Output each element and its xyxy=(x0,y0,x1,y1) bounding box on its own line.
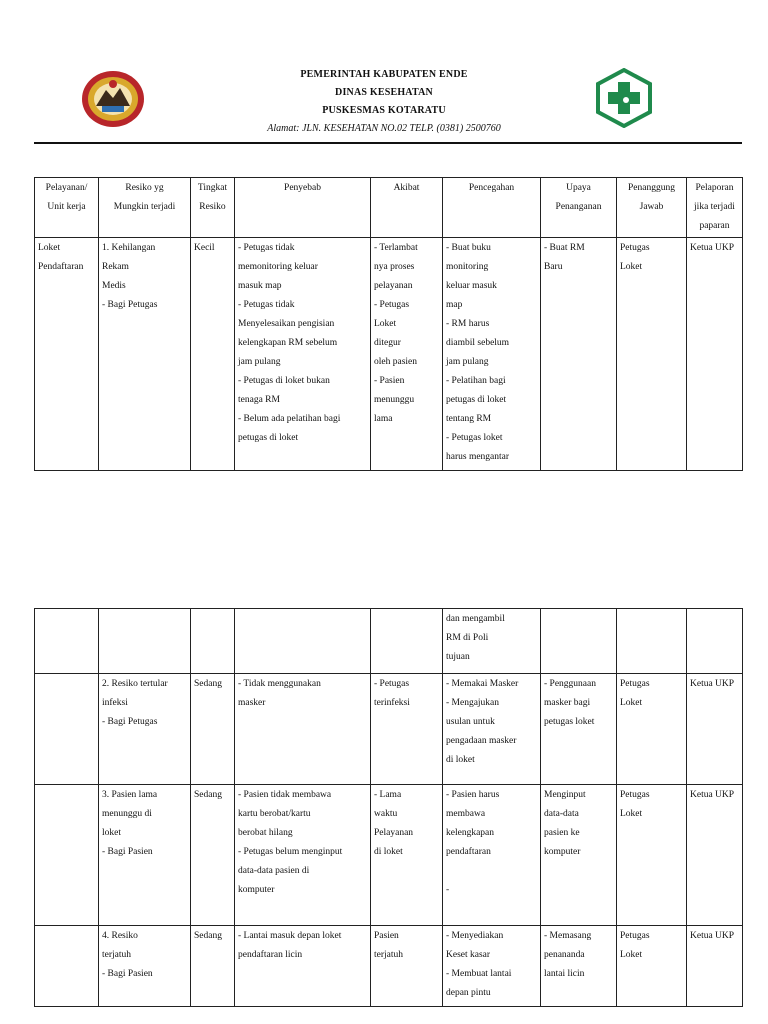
cell-text-line: - Buat RM xyxy=(544,243,585,253)
unit-cell xyxy=(35,785,99,926)
cell-text-line: 3. Pasien lama xyxy=(102,790,158,800)
cell-text-line: Resiko yg xyxy=(125,183,164,193)
cell-text-line: Menyelesaikan pengisian xyxy=(238,319,335,329)
column-header xyxy=(35,178,99,238)
cell-text-line: waktu xyxy=(374,809,398,819)
cell-text-line: di loket xyxy=(374,847,403,857)
responsible-cell xyxy=(617,674,687,785)
cell-text-line: Penyebab xyxy=(284,183,321,193)
column-header xyxy=(99,178,191,238)
column-header xyxy=(371,178,443,238)
table-row xyxy=(35,926,743,1007)
handling-cell xyxy=(541,238,617,471)
cell-text-line: data-data xyxy=(544,809,579,819)
cell-text-line xyxy=(446,862,537,881)
responsible-cell xyxy=(617,238,687,471)
report-cell xyxy=(687,674,743,785)
cell-text-line: 2. Resiko tertular xyxy=(102,679,168,689)
table-body xyxy=(35,238,743,471)
cell-text-line: masker xyxy=(238,698,266,708)
unit-cell xyxy=(35,238,99,471)
cell-text-line: Pendaftaran xyxy=(38,262,84,272)
table-header xyxy=(35,178,743,238)
cell-text-line: - Petugas loket xyxy=(446,433,503,443)
cell-text-line: paparan xyxy=(699,221,730,231)
responsible-cell xyxy=(617,926,687,1007)
cell-text-line: - Bagi Pasien xyxy=(102,969,153,979)
table-body xyxy=(35,609,743,1007)
cell-text-line: - Pasien xyxy=(374,376,405,386)
cell-text-line: nya proses xyxy=(374,262,415,272)
cell-text-line: tujuan xyxy=(446,652,470,662)
risk-cell xyxy=(99,785,191,926)
cell-text-line: Loket xyxy=(620,698,643,708)
cell-text-line: - Petugas belum menginput xyxy=(238,847,343,857)
cell-text-line: Penanganan xyxy=(555,202,602,212)
cell-text-line: masker bagi xyxy=(544,698,591,708)
cell-text-line: - Petugas xyxy=(374,300,410,310)
effect-cell xyxy=(371,674,443,785)
cell-text-line: pendaftaran licin xyxy=(238,950,303,960)
cell-text-line: Akibat xyxy=(393,183,420,193)
prevention-cell xyxy=(443,238,541,471)
cell-text-line: penananda xyxy=(544,950,585,960)
effect-cell xyxy=(371,238,443,471)
cell-text-line: Menginput xyxy=(544,790,586,800)
cell-text-line: map xyxy=(446,300,463,310)
cell-text-line: Petugas xyxy=(620,790,650,800)
cell-text-line: terjatuh xyxy=(374,950,404,960)
cell-text-line: Petugas xyxy=(620,679,650,689)
cell-text-line: kartu berobat/kartu xyxy=(238,809,311,819)
table-row xyxy=(35,785,743,926)
cell-text-line: jika terjadi xyxy=(694,202,735,212)
cell-text-line: RM di Poli xyxy=(446,633,489,643)
risk-table-page-1 xyxy=(34,177,743,471)
cell-text-line: lama xyxy=(374,414,393,424)
cell-text-line: - Petugas tidak xyxy=(238,300,295,310)
responsible-cell xyxy=(617,609,687,674)
cell-text-line: Loket xyxy=(620,950,643,960)
cell-text-line: loket xyxy=(102,828,121,838)
prevention-cell xyxy=(443,785,541,926)
cause-cell xyxy=(235,785,371,926)
department-name: DINAS KESEHATAN xyxy=(335,87,433,98)
report-cell xyxy=(687,609,743,674)
cell-text-line: - Petugas tidak xyxy=(238,243,295,253)
prevention-cell xyxy=(443,609,541,674)
cell-text-line: - Memasang xyxy=(544,931,592,941)
cell-text-line: komputer xyxy=(238,885,275,895)
cell-text-line: - Bagi Petugas xyxy=(102,717,158,727)
cell-text-line: - Buat buku xyxy=(446,243,491,253)
cell-text-line: Resiko xyxy=(199,202,226,212)
handling-cell xyxy=(541,785,617,926)
cell-text-line: Pelayanan/ xyxy=(45,183,88,193)
cell-text-line: ditegur xyxy=(374,338,401,348)
column-header xyxy=(235,178,371,238)
cell-text-line: infeksi xyxy=(102,698,128,708)
cell-text-line: Penanggung xyxy=(628,183,675,193)
cell-text-line: Ketua UKP xyxy=(690,679,735,689)
cell-text-line: Keset kasar xyxy=(446,950,491,960)
cell-text-line: Rekam xyxy=(102,262,129,272)
cell-text-line: lantai licin xyxy=(544,969,585,979)
cell-text-line: tenaga RM xyxy=(238,395,280,405)
unit-cell xyxy=(35,926,99,1007)
cell-text-line: monitoring xyxy=(446,262,489,272)
cell-text-line: membawa xyxy=(446,809,486,819)
report-cell xyxy=(687,785,743,926)
table-row xyxy=(35,609,743,674)
cell-text-line: di loket xyxy=(446,755,475,765)
clinic-name: PUSKESMAS KOTARATU xyxy=(322,105,446,116)
cell-text-line: Unit kerja xyxy=(47,202,86,212)
cell-text-line: Petugas xyxy=(620,931,650,941)
handling-cell xyxy=(541,674,617,785)
level-cell xyxy=(191,609,235,674)
cell-text-line: Ketua UKP xyxy=(690,790,735,800)
cell-text-line: - Bagi Pasien xyxy=(102,847,153,857)
cell-text-line: pelayanan xyxy=(374,281,413,291)
cell-text-line: Mungkin terjadi xyxy=(113,202,176,212)
cell-text-line: - Petugas xyxy=(374,679,410,689)
cell-text-line: Pencegahan xyxy=(468,183,515,193)
cell-text-line: petugas di loket xyxy=(238,433,299,443)
cell-text-line: - Menyediakan xyxy=(446,931,504,941)
handling-cell xyxy=(541,609,617,674)
regency-seal-icon xyxy=(80,68,146,130)
cell-text-line: Loket xyxy=(620,262,643,272)
cell-text-line: - RM harus xyxy=(446,319,490,329)
cell-text-line: data-data pasien di xyxy=(238,866,310,876)
cell-text-line: terjatuh xyxy=(102,950,132,960)
prevention-cell xyxy=(443,674,541,785)
table-row xyxy=(35,238,743,471)
letterhead-text xyxy=(200,66,568,138)
effect-cell xyxy=(371,926,443,1007)
cell-text-line: Tingkat xyxy=(197,183,228,193)
cell-text-line: - Pasien harus xyxy=(446,790,500,800)
unit-cell xyxy=(35,674,99,785)
cell-text-line: jam pulang xyxy=(238,357,281,367)
cell-text-line: - Bagi Petugas xyxy=(102,300,158,310)
cell-text-line: - Membuat lantai xyxy=(446,969,512,979)
risk-table-page-2 xyxy=(34,608,743,1007)
cell-text-line: dan mengambil xyxy=(446,614,505,624)
cell-text-line: petugas loket xyxy=(544,717,595,727)
cell-text-line: pendaftaran xyxy=(446,847,491,857)
cell-text-line: petugas di loket xyxy=(446,395,507,405)
column-header xyxy=(687,178,743,238)
cell-text-line: oleh pasien xyxy=(374,357,418,367)
cell-text-line: pasien ke xyxy=(544,828,580,838)
cell-text-line: depan pintu xyxy=(446,988,491,998)
cell-text-line: usulan untuk xyxy=(446,717,495,727)
cell-text-line: Pelaporan xyxy=(695,183,734,193)
cell-text-line: Upaya xyxy=(566,183,591,193)
cell-text-line: - xyxy=(446,885,450,895)
cell-text-line: - Belum ada pelatihan bagi xyxy=(238,414,341,424)
cell-text-line: - Lama xyxy=(374,790,402,800)
cell-text-line: - Pasien tidak membawa xyxy=(238,790,332,800)
cell-text-line: terinfeksi xyxy=(374,698,410,708)
cell-text-line: - Terlambat xyxy=(374,243,418,253)
level-cell: Sedang xyxy=(191,926,235,1007)
unit-cell xyxy=(35,609,99,674)
cell-text-line: Medis xyxy=(102,281,126,291)
cell-text-line: memonitoring keluar xyxy=(238,262,318,272)
cause-cell xyxy=(235,609,371,674)
cell-text-line: jam pulang xyxy=(446,357,489,367)
government-name: PEMERINTAH KABUPATEN ENDE xyxy=(300,69,468,80)
responsible-cell xyxy=(617,785,687,926)
cause-cell xyxy=(235,926,371,1007)
cell-text-line: - Mengajukan xyxy=(446,698,500,708)
level-cell: Sedang xyxy=(191,785,235,926)
level-cell: Kecil xyxy=(191,238,235,471)
cell-text-line: kelengkapan RM sebelum xyxy=(238,338,338,348)
cell-text-line: 1. Kehilangan xyxy=(102,243,156,253)
cell-text-line: - Tidak menggunakan xyxy=(238,679,321,689)
prevention-cell xyxy=(443,926,541,1007)
report-cell xyxy=(687,926,743,1007)
cell-text-line: Pelayanan xyxy=(374,828,414,838)
table-row xyxy=(35,674,743,785)
cell-text-line: Ketua UKP xyxy=(690,931,735,941)
cell-text-line: - Pelatihan bagi xyxy=(446,376,506,386)
cell-text-line: 4. Resiko xyxy=(102,931,138,941)
handling-cell xyxy=(541,926,617,1007)
effect-cell xyxy=(371,785,443,926)
column-header xyxy=(617,178,687,238)
cell-text-line: Pasien xyxy=(374,931,399,941)
cell-text-line: pengadaan masker xyxy=(446,736,517,746)
report-cell xyxy=(687,238,743,471)
header-divider xyxy=(34,142,742,144)
column-header xyxy=(541,178,617,238)
cell-text-line: komputer xyxy=(544,847,581,857)
cell-text-line: Loket xyxy=(620,809,643,819)
cell-text-line: Baru xyxy=(544,262,563,272)
health-cross-icon xyxy=(594,68,654,128)
cell-text-line: masuk map xyxy=(238,281,282,291)
cell-text-line: - Penggunaan xyxy=(544,679,596,689)
risk-cell xyxy=(99,609,191,674)
cell-text-line: tentang RM xyxy=(446,414,492,424)
cell-text-line: diambil sebelum xyxy=(446,338,510,348)
cell-text-line: - Lantai masuk depan loket xyxy=(238,931,342,941)
cell-text-line: Loket xyxy=(38,243,61,253)
cause-cell xyxy=(235,238,371,471)
cell-text-line: menunggu di xyxy=(102,809,152,819)
cell-text-line: kelengkapan xyxy=(446,828,495,838)
letterhead xyxy=(0,60,768,140)
cell-text-line: harus mengantar xyxy=(446,452,510,462)
level-cell: Sedang xyxy=(191,674,235,785)
risk-cell xyxy=(99,674,191,785)
risk-cell xyxy=(99,926,191,1007)
cause-cell xyxy=(235,674,371,785)
cell-text-line: berobat hilang xyxy=(238,828,293,838)
cell-text-line: Loket xyxy=(374,319,397,329)
cell-text-line: keluar masuk xyxy=(446,281,497,291)
cell-text-line: Petugas xyxy=(620,243,650,253)
cell-text-line: Jawab xyxy=(639,202,664,212)
effect-cell xyxy=(371,609,443,674)
clinic-address: Alamat: JLN. KESEHATAN NO.02 TELP. (0381) 2500760 xyxy=(267,123,501,134)
column-header xyxy=(191,178,235,238)
cell-text-line: - Memakai Masker xyxy=(446,679,519,689)
column-header xyxy=(443,178,541,238)
cell-text-line: menunggu xyxy=(374,395,415,405)
risk-cell xyxy=(99,238,191,471)
header-row xyxy=(35,178,743,238)
cell-text-line: Ketua UKP xyxy=(690,243,735,253)
cell-text-line: - Petugas di loket bukan xyxy=(238,376,330,386)
